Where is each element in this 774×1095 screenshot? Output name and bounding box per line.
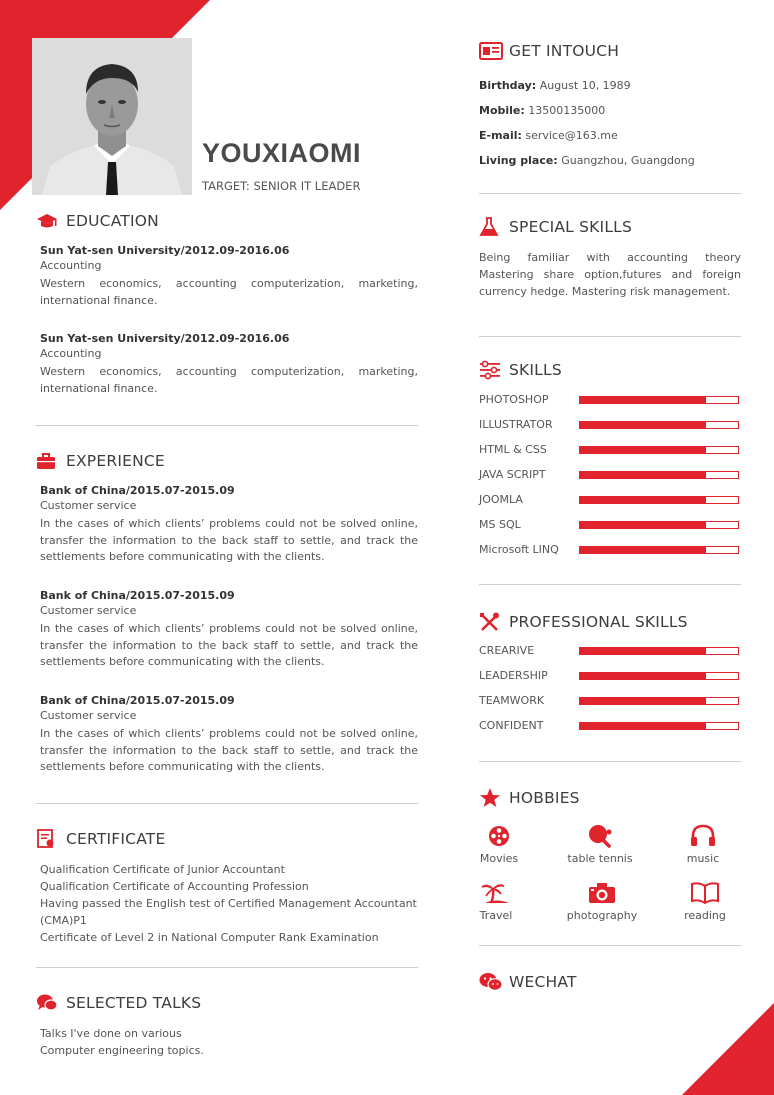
- section-divider: [36, 425, 418, 426]
- hobby-reading: [665, 879, 745, 922]
- skill-row: [479, 719, 741, 733]
- talks-line: Computer engineering topics.: [40, 1044, 204, 1057]
- education-title: EDUCATION: [66, 212, 159, 230]
- skill-level-bar: [579, 421, 739, 429]
- hobby-table-tennis: [560, 822, 640, 865]
- experience-header: [36, 451, 165, 471]
- contact-birthday: [479, 73, 741, 98]
- experience-company: Bank of China/2015.07-2015.09: [40, 484, 235, 497]
- skill-level-fill: [580, 723, 706, 729]
- wechat-title: WECHAT: [509, 973, 577, 991]
- experience-title: EXPERIENCE: [66, 452, 165, 470]
- certificate-item: Having passed the English test of Certified Management Accountant (CMA)P1: [40, 897, 417, 927]
- skill-row: [479, 493, 741, 507]
- education-entry: [40, 332, 418, 397]
- skill-label: CREARIVE: [479, 644, 535, 657]
- education-desc: Western economics, accounting computerization, marketing, international finance.: [40, 365, 418, 395]
- hobby-label: music: [686, 852, 720, 865]
- profile-photo: [32, 38, 192, 195]
- experience-entry: [40, 484, 418, 566]
- talks-header: [36, 993, 201, 1013]
- skill-label: HTML & CSS: [479, 443, 547, 456]
- skill-level-bar: [579, 647, 739, 655]
- skill-level-fill: [580, 422, 706, 428]
- candidate-name: YOUXIAOMI: [202, 138, 362, 168]
- contact-label: E-mail:: [479, 129, 522, 142]
- wechat-header: [479, 972, 577, 992]
- contact-email: [479, 123, 741, 148]
- hobby-label: table tennis: [567, 852, 633, 865]
- hobby-label: photography: [566, 909, 638, 922]
- skill-label: ILLUSTRATOR: [479, 418, 553, 431]
- talks-line: Talks I've done on various: [40, 1027, 182, 1040]
- certificate-item: Certificate of Level 2 in National Computer Rank Examination: [40, 931, 379, 944]
- skill-row: [479, 468, 741, 482]
- skill-label: MS SQL: [479, 518, 521, 531]
- tools-icon: [479, 612, 503, 632]
- skills-title: SKILLS: [509, 361, 562, 379]
- certificate-item: Qualification Certificate of Junior Accountant: [40, 863, 285, 876]
- contact-title: GET INTOUCH: [509, 42, 620, 60]
- skill-level-bar: [579, 697, 739, 705]
- contact-label: Mobile:: [479, 104, 525, 117]
- certificate-list: [40, 861, 418, 946]
- contact-location: [479, 148, 741, 173]
- hobby-music: [663, 822, 743, 865]
- certificate-icon: [36, 829, 60, 849]
- certificate-title: CERTIFICATE: [66, 830, 166, 848]
- education-school: Sun Yat-sen University/2012.09-2016.06: [40, 332, 290, 345]
- graduation-cap-icon: [36, 211, 60, 231]
- section-divider: [479, 336, 741, 337]
- hobbies-header: [479, 788, 580, 808]
- skill-row: [479, 443, 741, 457]
- education-header: [36, 211, 159, 231]
- skill-row: [479, 393, 741, 407]
- pro-skills-header: [479, 612, 688, 632]
- skill-row: [479, 418, 741, 432]
- education-major: Accounting: [40, 259, 102, 272]
- skill-level-fill: [580, 497, 706, 503]
- skill-level-fill: [580, 397, 706, 403]
- film-reel-icon: [459, 822, 539, 850]
- skill-level-bar: [579, 496, 739, 504]
- skill-label: Microsoft LINQ: [479, 543, 559, 556]
- contact-label: Living place:: [479, 154, 558, 167]
- section-divider: [479, 761, 741, 762]
- experience-entry: [40, 589, 418, 671]
- career-target: TARGET: SENIOR IT LEADER: [202, 179, 361, 193]
- headphones-icon: [663, 822, 743, 850]
- wechat-icon: [479, 972, 503, 992]
- skill-level-bar: [579, 396, 739, 404]
- experience-desc: In the cases of which clients’ problems could not be solved online, transfer the information to the back staff to settle, and track the settlements before communicating with the clients.: [40, 517, 418, 563]
- experience-entry: [40, 694, 418, 776]
- camera-icon: [562, 879, 642, 907]
- certificate-item: Qualification Certificate of Accounting Profession: [40, 880, 309, 893]
- experience-desc: In the cases of which clients’ problems could not be solved online, transfer the information to the back staff to settle, and track the settlements before communicating with the clients.: [40, 622, 418, 668]
- chat-bubbles-icon: [36, 993, 60, 1013]
- skill-level-fill: [580, 648, 706, 654]
- id-card-icon: [479, 41, 503, 61]
- section-divider: [36, 967, 418, 968]
- skill-level-fill: [580, 673, 706, 679]
- skills-header: [479, 360, 562, 380]
- contact-header: [479, 41, 619, 61]
- education-desc: Western economics, accounting computerization, marketing, international finance.: [40, 277, 418, 307]
- education-major: Accounting: [40, 347, 102, 360]
- certificate-header: [36, 829, 165, 849]
- special-skills-title: SPECIAL SKILLS: [509, 218, 633, 236]
- skill-label: CONFIDENT: [479, 719, 544, 732]
- contact-label: Birthday:: [479, 79, 537, 92]
- special-skills-text: Being familiar with accounting theory Mastering share option,futures and foreign currency hedge. Mastering risk management.: [479, 251, 741, 298]
- contact-value: 13500135000: [524, 104, 606, 117]
- pro-skills-title: PROFESSIONAL SKILLS: [509, 613, 688, 631]
- ping-pong-icon: [560, 822, 640, 850]
- skill-label: JAVA SCRIPT: [479, 468, 546, 481]
- flask-icon: [479, 217, 503, 237]
- education-entry: [40, 244, 418, 309]
- skill-row: [479, 694, 741, 708]
- talks-text: [40, 1025, 418, 1059]
- education-school: Sun Yat-sen University/2012.09-2016.06: [40, 244, 290, 257]
- experience-company: Bank of China/2015.07-2015.09: [40, 694, 235, 707]
- skill-row: [479, 518, 741, 532]
- skill-label: JOOMLA: [479, 493, 523, 506]
- contact-value: service@163.me: [521, 129, 618, 142]
- skill-label: TEAMWORK: [479, 694, 545, 707]
- skill-level-fill: [580, 447, 706, 453]
- palm-tree-icon: [456, 879, 536, 907]
- hobby-label: Movies: [479, 852, 519, 865]
- experience-desc: In the cases of which clients’ problems could not be solved online, transfer the information to the back staff to settle, and track the settlements before communicating with the clients.: [40, 727, 418, 773]
- star-icon: [479, 788, 503, 808]
- experience-company: Bank of China/2015.07-2015.09: [40, 589, 235, 602]
- skill-row: [479, 644, 741, 658]
- corner-triangle-bottom-right: [682, 1003, 774, 1095]
- skill-label: LEADERSHIP: [479, 669, 548, 682]
- experience-role: Customer service: [40, 604, 137, 617]
- contact-mobile: [479, 98, 741, 123]
- skill-level-fill: [580, 547, 706, 553]
- section-divider: [479, 945, 741, 946]
- skill-level-fill: [580, 698, 706, 704]
- briefcase-icon: [36, 451, 60, 471]
- skill-level-bar: [579, 471, 739, 479]
- skill-level-bar: [579, 722, 739, 730]
- skill-row: [479, 543, 741, 557]
- talks-title: SELECTED TALKS: [66, 994, 202, 1012]
- skill-label: PHOTOSHOP: [479, 393, 549, 406]
- skill-row: [479, 669, 741, 683]
- hobby-label: Travel: [479, 909, 513, 922]
- contact-list: [479, 73, 741, 173]
- sliders-icon: [479, 360, 503, 380]
- hobby-photography: [562, 879, 642, 922]
- hobby-label: reading: [684, 909, 726, 922]
- skill-level-bar: [579, 672, 739, 680]
- skill-level-fill: [580, 472, 706, 478]
- contact-value: Guangzhou, Guangdong: [557, 154, 695, 167]
- skill-level-bar: [579, 521, 739, 529]
- section-divider: [479, 584, 741, 585]
- experience-role: Customer service: [40, 499, 137, 512]
- special-skills-header: [479, 217, 632, 237]
- contact-value: August 10, 1989: [536, 79, 631, 92]
- experience-role: Customer service: [40, 709, 137, 722]
- skill-level-bar: [579, 546, 739, 554]
- skill-level-bar: [579, 446, 739, 454]
- hobbies-title: HOBBIES: [509, 789, 580, 807]
- section-divider: [479, 193, 741, 194]
- hobby-travel: [456, 879, 536, 922]
- skill-level-fill: [580, 522, 706, 528]
- book-icon: [665, 879, 745, 907]
- section-divider: [36, 803, 418, 804]
- hobby-movies: [459, 822, 539, 865]
